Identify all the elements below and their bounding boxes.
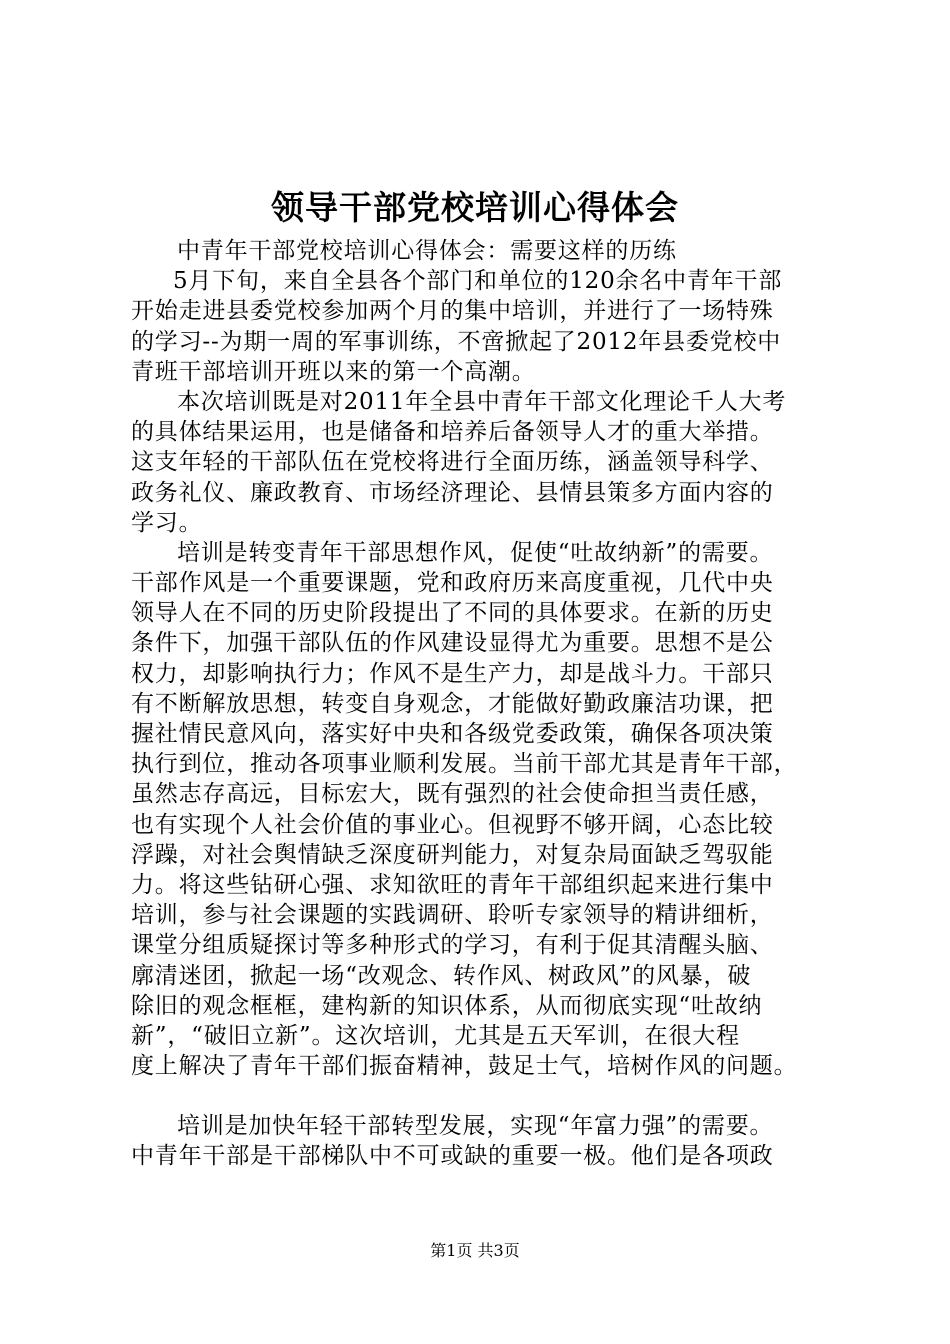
- paragraph-line: 有不断解放思想，转变自身观念，才能做好勤政廉洁功课，把: [131, 690, 774, 717]
- document-title: 领导干部党校培训心得体会: [271, 188, 679, 227]
- paragraph-line: 度上解决了青年干部们振奋精神，鼓足士气，培树作风的问题。: [131, 1053, 798, 1080]
- paragraph-line: 培训是转变青年干部思想作风，促使“吐故纳新”的需要。: [177, 539, 774, 566]
- paragraph-line: 青班干部培训开班以来的第一个高潮。: [131, 358, 536, 385]
- paragraph-line: 的学习--为期一周的军事训练，不啻掀起了2012年县委党校中: [131, 328, 782, 355]
- document-body: [131, 236, 851, 1172]
- paragraph-line: 浮躁，对社会舆情缺乏深度研判能力，对复杂局面缺乏驾驭能: [131, 841, 774, 868]
- paragraph-line: 干部作风是一个重要课题，党和政府历来高度重视，几代中央: [131, 570, 774, 597]
- paragraph-line: 5月下旬，来自全县各个部门和单位的120余名中青年干部: [173, 268, 783, 295]
- paragraph-line: 本次培训既是对2011年全县中青年干部文化理论千人大考: [177, 388, 787, 415]
- paragraph-line: 开始走进县委党校参加两个月的集中培训，并进行了一场特殊: [131, 298, 774, 325]
- paragraph-line: 领导人在不同的历史阶段提出了不同的具体要求。在新的历史: [131, 600, 774, 627]
- paragraph-line: 也有实现个人社会价值的事业心。但视野不够开阔，心态比较: [131, 811, 774, 838]
- paragraph-line: 培训，参与社会课题的实践调研、聆听专家领导的精讲细析，: [131, 902, 774, 929]
- paragraph-gap: [131, 1081, 851, 1111]
- paragraph-line: 廓清迷团，掀起一场“改观念、转作风、树政风”的风暴，破: [131, 962, 752, 989]
- paragraph-line: 权力，却影响执行力；作风不是生产力，却是战斗力。干部只: [131, 660, 774, 687]
- paragraph-line: 条件下，加强干部队伍的作风建设显得尤为重要。思想不是公: [131, 630, 774, 657]
- paragraph-line: 执行到位，推动各项事业顺利发展。当前干部尤其是青年干部，: [131, 751, 798, 778]
- paragraph-line: 的具体结果运用，也是储备和培养后备领导人才的重大举措。: [131, 419, 774, 446]
- paragraph-line: 政务礼仪、廉政教育、市场经济理论、县情县策多方面内容的: [131, 479, 774, 506]
- page-footer: 第1页 共3页: [430, 1241, 520, 1260]
- paragraph-line: 新”，“破旧立新”。这次培训，尤其是五天军训，在很大程: [131, 1022, 740, 1049]
- subtitle-line: 中青年干部党校培训心得体会：需要这样的历练: [177, 238, 677, 264]
- paragraph-line: 力。将这些钻研心强、求知欲旺的青年干部组织起来进行集中: [131, 871, 774, 898]
- paragraph-line: 握社情民意风向，落实好中央和各级党委政策，确保各项决策: [131, 721, 774, 747]
- paragraph-line: 这支年轻的干部队伍在党校将进行全面历练，涵盖领导科学、: [131, 449, 774, 476]
- paragraph-line: 课堂分组质疑探讨等多种形式的学习，有利于促其清醒头脑、: [131, 932, 774, 959]
- paragraph-line: 虽然志存高远，目标宏大，既有强烈的社会使命担当责任感，: [131, 781, 774, 808]
- paragraph-line: 培训是加快年轻干部转型发展，实现“年富力强”的需要。: [177, 1113, 774, 1140]
- paragraph-line: 中青年干部是干部梯队中不可或缺的重要一极。他们是各项政: [131, 1143, 774, 1170]
- paragraph-line: 学习。: [131, 509, 203, 536]
- paragraph-line: 除旧的观念框框，建构新的知识体系，从而彻底实现“吐故纳: [131, 992, 763, 1019]
